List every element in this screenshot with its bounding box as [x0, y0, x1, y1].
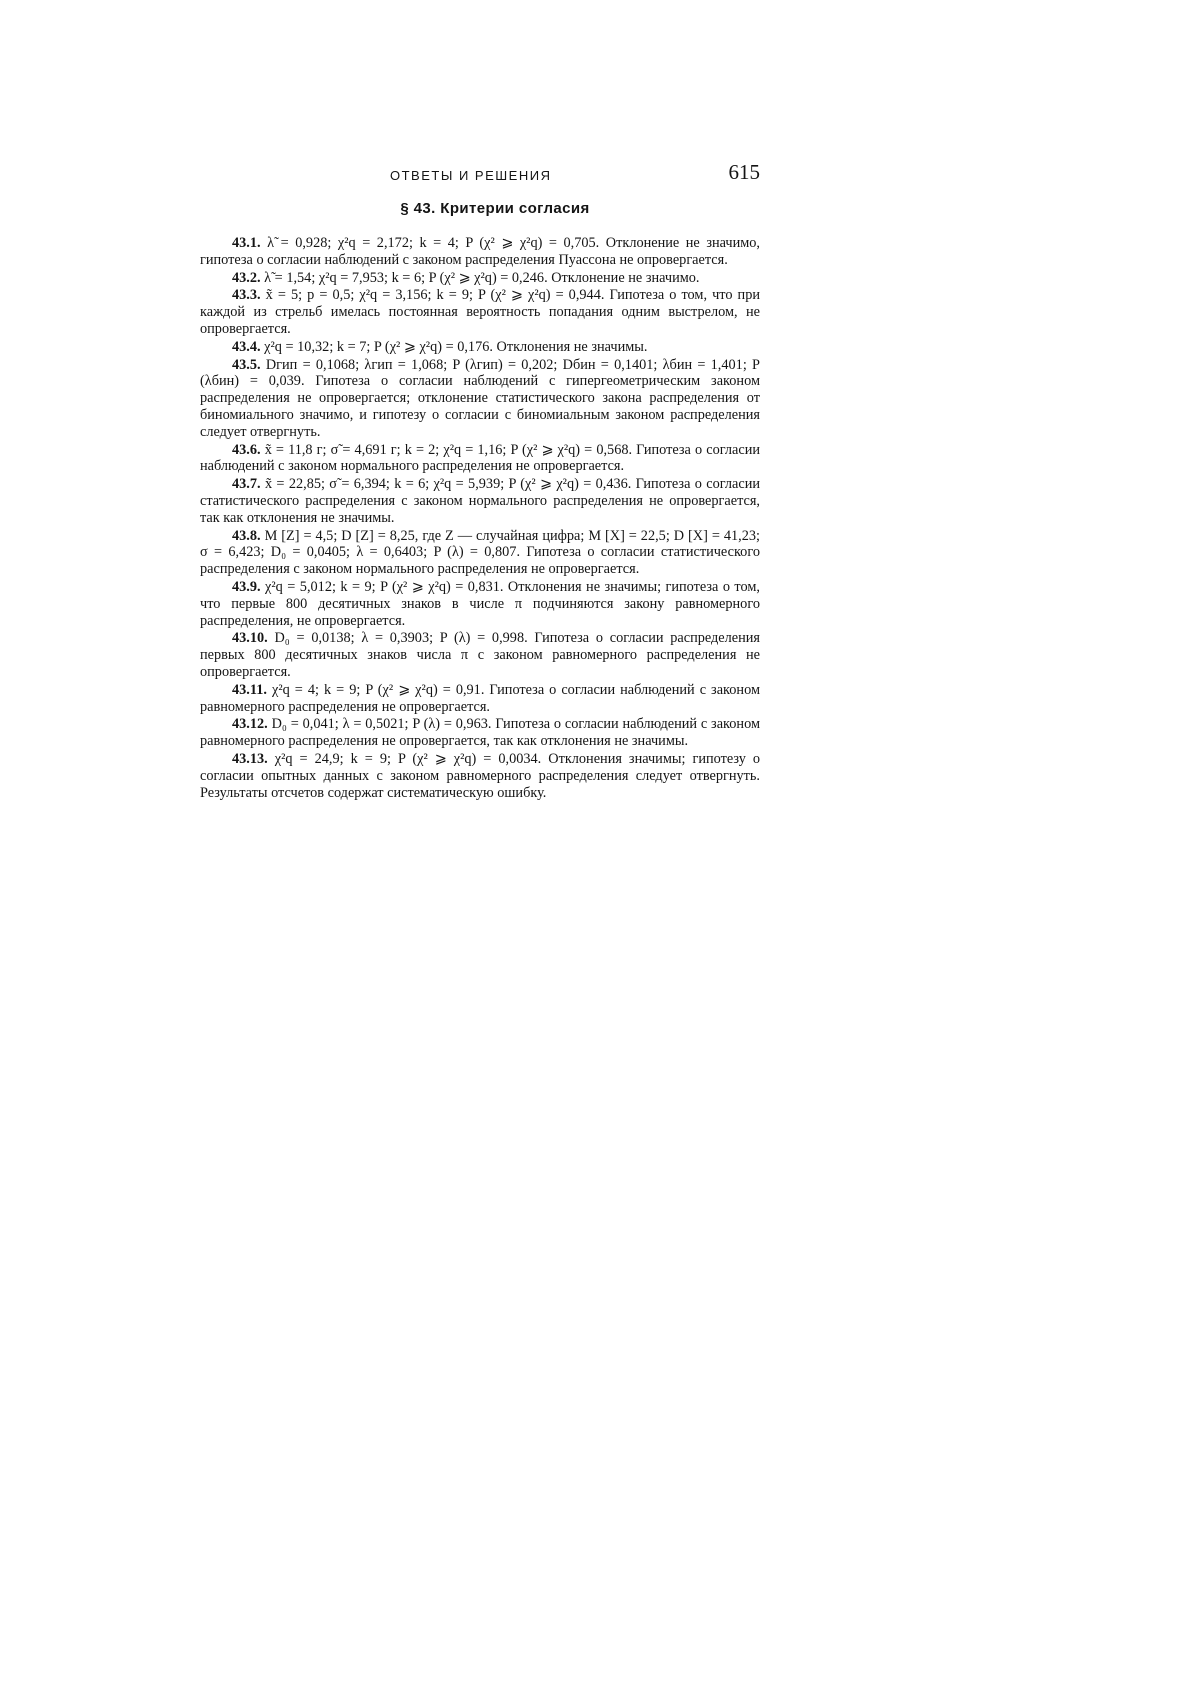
answer-number: 43.2.	[232, 269, 261, 286]
answer-number: 43.9.	[232, 578, 261, 595]
answer-number: 43.1.	[232, 235, 261, 251]
answer-43-10	[200, 630, 760, 680]
answer-number: 43.6.	[232, 441, 261, 458]
answer-43-6	[200, 442, 760, 476]
answer-number: 43.11.	[232, 681, 267, 698]
answer-number: 43.8.	[232, 527, 261, 544]
answer-text: λ̃ = 1,54; χ²q = 7,953; k = 6; P (χ² ⩾ χ²q) = 0,246. Отклонение не значимо.	[264, 269, 700, 286]
answer-number: 43.13.	[232, 750, 268, 767]
answer-43-11	[200, 682, 760, 716]
answer-text: x̃ = 11,8 г; σ̃ = 4,691 г; k = 2; χ²q = 1,16; P (χ² ⩾ χ²q) = 0,568. Гипотеза о согласии наблюдений с законом нормального распределения не опровергается.	[200, 441, 760, 475]
answer-number: 43.3.	[232, 287, 261, 304]
answer-43-9	[200, 579, 760, 629]
answer-43-12	[200, 716, 760, 750]
answer-43-8	[200, 528, 760, 578]
answer-text: D₀ = 0,0138; λ = 0,3903; P (λ) = 0,998. Гипотеза о согласии распределения первых 800 десятичных знаков числа π с законом равномерного распределения не опровергается.	[200, 630, 761, 680]
answer-43-5	[200, 357, 760, 441]
answer-text: χ²q = 24,9; k = 9; P (χ² ⩾ χ²q) = 0,0034. Отклонения значимы; гипотезу о согласии опытных данных с законом равномерного распределения следует отвергнуть. Результаты отсчетов содержат систематическую ошибку.	[200, 750, 761, 801]
book-page	[200, 160, 760, 802]
answer-text: Dгип = 0,1068; λгип = 1,068; P (λгип) = 0,202; Dбин = 0,1401; λбин = 1,401; P (λбин) = 0,039. Гипотеза о согласии наблюдений с гипергеометрическим законом распределения не опровергается; отклонение статистического закона распределения от биномиального значимо, и гипотезу о согласии с биномиальным законом распределения следует отвергнуть.	[200, 356, 760, 440]
answer-43-13	[200, 751, 760, 801]
answer-text: χ²q = 10,32; k = 7; P (χ² ⩾ χ²q) = 0,176. Отклонения не значимы.	[264, 338, 648, 355]
answer-number: 43.4.	[232, 338, 261, 355]
page-number: 615	[728, 160, 760, 184]
running-header	[200, 160, 760, 190]
section-title: § 43. Критерии согласия	[400, 200, 590, 217]
answer-text: χ²q = 4; k = 9; P (χ² ⩾ χ²q) = 0,91. Гипотеза о согласии наблюдений с законом равномерного распределения не опровергается.	[200, 681, 760, 715]
answer-text: x̃ = 22,85; σ̃ = 6,394; k = 6; χ²q = 5,939; P (χ² ⩾ χ²q) = 0,436. Гипотеза о согласии статистического распределения с законом нормального распределения не опровергается, так как отклонения не значимы.	[200, 476, 760, 526]
answer-43-3	[200, 287, 760, 337]
answer-number: 43.7.	[232, 476, 261, 493]
answer-43-7	[200, 476, 760, 526]
answer-number: 43.12.	[232, 716, 268, 733]
answer-text: D₀ = 0,041; λ = 0,5021; P (λ) = 0,963. Гипотеза о согласии наблюдений с законом равномерного распределения не опровергается, так как отклонения не значимы.	[200, 716, 760, 750]
answer-43-2	[200, 270, 760, 287]
answers-list	[200, 235, 760, 801]
answer-text: x̃ = 5; p = 0,5; χ²q = 3,156; k = 9; P (χ² ⩾ χ²q) = 0,944. Гипотеза о том, что при каждой из стрельб имелась постоянная вероятность попадания одним выстрелом, не опровергается.	[200, 287, 760, 337]
answer-43-4	[200, 339, 760, 356]
answer-number: 43.5.	[232, 356, 261, 373]
answer-43-1	[200, 235, 760, 269]
answer-number: 43.10.	[232, 630, 268, 647]
answer-text: λ̃ = 0,928; χ²q = 2,172; k = 4; P (χ² ⩾ χ²q) = 0,705. Отклонение не значимо, гипотеза о согласии наблюдений с законом распределения Пуассона не опровергается.	[200, 235, 760, 268]
answer-text: M [Z] = 4,5; D [Z] = 8,25, где Z — случайная цифра; M [X] = 22,5; D [X] = 41,23; σ = 6,423; D₀ = 0,0405; λ = 0,6403; P (λ) = 0,807. Гипотеза о согласии статистического распределения с законом нормального распределения не опровергается.	[200, 527, 761, 578]
running-title: ОТВЕТЫ И РЕШЕНИЯ	[390, 168, 552, 183]
answer-text: χ²q = 5,012; k = 9; P (χ² ⩾ χ²q) = 0,831. Отклонения не значимы; гипотеза о том, что первые 800 десятичных знаков в числе π подчиняются закону равномерного распределения, не опровергается.	[200, 578, 760, 629]
